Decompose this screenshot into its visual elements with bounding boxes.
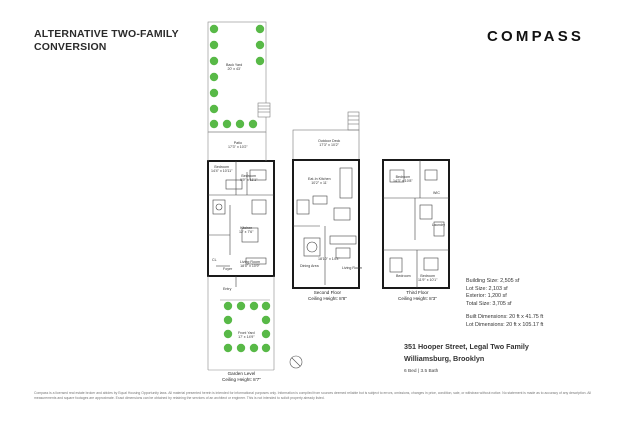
front-yard-label: Front Yard 17' x 14'9"	[238, 331, 255, 339]
total-size: Total Size: 3,705 sf	[466, 300, 512, 307]
outdoor-deck-outline	[293, 112, 359, 160]
wic-label: WIC	[433, 191, 440, 195]
back-yard-trees	[210, 25, 264, 128]
property-stats	[466, 278, 543, 330]
exterior-size: Exterior: 1,200 sf	[466, 293, 507, 300]
foyer-label: Foyer	[223, 267, 233, 271]
building-size: Building Size: 2,505 sf	[466, 278, 520, 284]
lot-size: Lot Size: 2,103 sf	[466, 285, 508, 292]
front-yard-trees	[224, 302, 270, 352]
dining-area-label: Dining Area	[300, 264, 319, 268]
garden-kitchen-label: Kitchen 12' x 7'6"	[239, 226, 254, 234]
north-arrow-icon	[290, 356, 302, 368]
laundry-label: Laundry	[432, 223, 445, 227]
second-floor-caption: Second Floor Ceiling Height: 8'8"	[308, 290, 347, 301]
lot-dimensions: Lot Dimensions: 20 ft x 105.17 ft	[466, 321, 544, 328]
second-living-room-label: Living Room	[342, 266, 362, 270]
third-bedroom-2-label: Bedroom	[396, 274, 411, 278]
patio-label: Patio 17'3" x 10'2"	[228, 141, 248, 149]
yard-steps	[258, 103, 270, 117]
garden-bedroom-1-label: Bedroom 14'4" x 10'11"	[211, 165, 233, 173]
second-living-room-dim: 18'10" x 14'3"	[318, 257, 340, 261]
entry-label: Entry	[223, 287, 232, 291]
garden-bedroom-2-label: Bedroom 9'9" x 11'1"	[240, 174, 258, 182]
compass-logo: COMPASS	[487, 28, 585, 45]
neighborhood: Williamsburg, Brooklyn	[404, 354, 485, 363]
eat-in-kitchen-label: Eat-In Kitchen 10'2" x 11'	[308, 177, 331, 185]
property-address: 351 Hooper Street, Legal Two Family	[404, 342, 529, 351]
garden-level-caption: Garden Level Ceiling Height: 8'7"	[222, 371, 261, 382]
third-bedroom-1-label: Bedroom 14'3" x 10'8"	[393, 175, 413, 183]
garden-living-room-label: Living Room 18'5" x 10'9"	[240, 260, 260, 268]
outdoor-deck-label: Outdoor Deck 17'3" x 10'2"	[318, 139, 341, 147]
third-bedroom-3-label: Bedroom 11'9" x 10'1"	[418, 274, 438, 282]
closet-label: CL	[212, 258, 217, 262]
page-title: ALTERNATIVE TWO-FAMILY CONVERSION	[34, 28, 179, 53]
built-dimensions: Built Dimensions: 20 ft x 41.75 ft	[466, 314, 544, 321]
legal-disclaimer: Compass is a licensed real estate broker and abides by Equal Housing Opportunity laws. All material presented herein is intended for informational purposes only. Information is compiled from sources deemed reliable but is subject to errors, omissions, changes in price, condition, sale, or withdraw without notice. No statement is made as to accuracy of any description. All measurements and square footages are approximate. Exact dimensions can be obtained by retaining the services of an architect or engineer. This is not intended to solicit property already listed.	[34, 391, 592, 400]
third-floor-caption: Third Floor Ceiling Height: 8'3"	[398, 290, 437, 301]
beds-baths: 6 Bed | 3.5 Bath	[404, 369, 439, 374]
back-yard-label: Back Yard 20' x 43'	[226, 63, 243, 71]
